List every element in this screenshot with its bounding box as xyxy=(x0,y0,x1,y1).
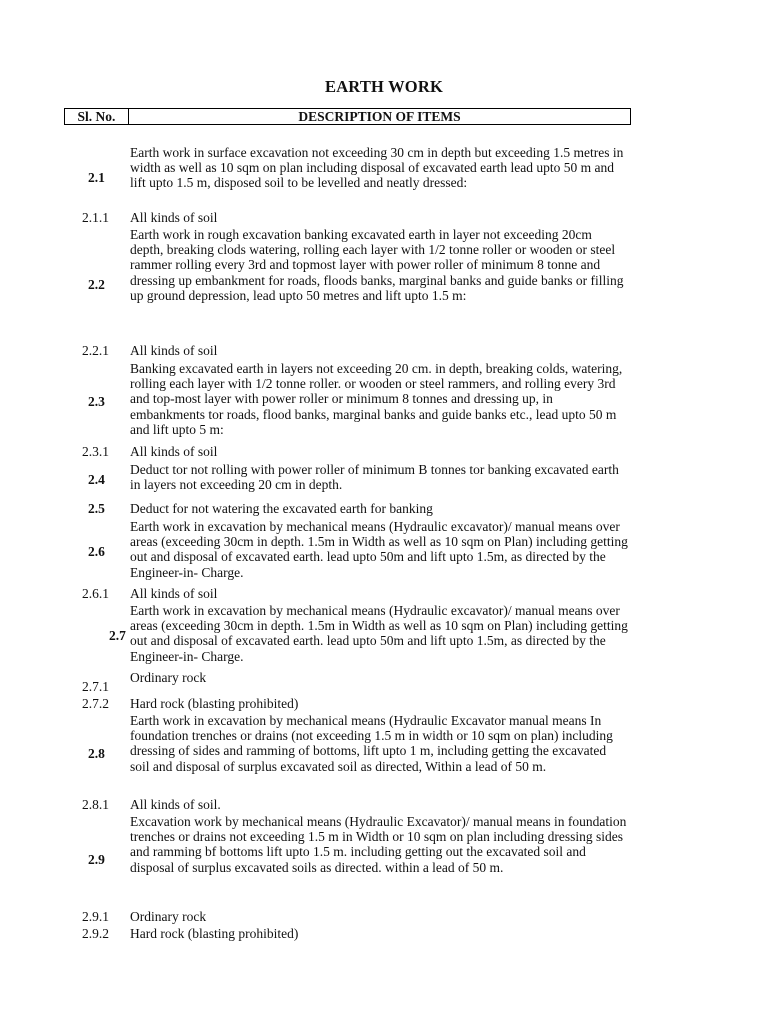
item-number: 2.8 xyxy=(88,746,105,761)
item-description: All kinds of soil xyxy=(130,343,218,358)
item-number: 2.4 xyxy=(88,472,105,487)
item-description: All kinds of soil xyxy=(130,444,218,459)
page-title: EARTH WORK xyxy=(324,77,443,96)
item-number: 2.3 xyxy=(88,394,105,409)
item-number: 2.7 xyxy=(109,628,126,643)
header-description xyxy=(128,108,631,125)
item-description: Hard rock (blasting prohibited) xyxy=(130,696,299,711)
item-description: All kinds of soil. xyxy=(130,797,221,812)
item-number: 2.9 xyxy=(88,852,105,867)
item-description: All kinds of soil xyxy=(130,586,218,601)
item-description: Deduct for not watering the excavated earth for banking xyxy=(130,501,433,516)
item-number: 2.1 xyxy=(88,170,105,185)
item-number: 2.7.2 xyxy=(82,696,109,711)
item-number: 2.3.1 xyxy=(82,444,109,459)
item-description: Ordinary rock xyxy=(130,909,207,924)
item-number: 2.9.1 xyxy=(82,909,109,924)
header-description-label: DESCRIPTION OF ITEMS xyxy=(298,109,461,124)
item-description: Earth work in rough excavation banking excavated earth in layer not exceeding 20cm depth, breaking clods watering, rolling each layer with 1/2 tonne roller or wooden or steel rammer rolling every 3rd and topmost layer with power roller of minimum 8 tonne and dressing up embankment for roads, floods banks, marginal banks and guide banks or filling up ground depression, lead upto 50 metres and lift upto 1.5 m: xyxy=(130,227,624,303)
item-number: 2.6.1 xyxy=(82,586,109,601)
item-description: Deduct tor not rolling with power roller of minimum B tonnes tor banking excavated earth in layers not exceeding 20 cm in depth. xyxy=(130,462,619,493)
item-description: Earth work in excavation by mechanical means (Hydraulic excavator)/ manual means over areas (exceeding 30cm in depth. 1.5m in Width as well as 10 sqm on Plan) including getting out and disposal of excavated earth. lead upto 50m and lift upto 1.5m, as directed by the Engineer-in- Charge. xyxy=(130,603,628,664)
item-description: All kinds of soil xyxy=(130,210,218,225)
item-description: Ordinary rock xyxy=(130,670,207,685)
item-number: 2.1.1 xyxy=(82,210,109,225)
item-number: 2.7.1 xyxy=(82,679,109,694)
item-description: Banking excavated earth in layers not exceeding 20 cm. in depth, breaking colds, watering, rolling each layer with 1/2 tonne roller. or wooden or steel rammers, and rolling every 3rd and top-most layer with power roller or minimum 8 tonnes and dressing up, in embankments tor roads, flood banks, marginal banks and guide banks etc., lead upto 50 m and lift upto 5 m: xyxy=(130,361,623,437)
item-description: Earth work in excavation by mechanical means (Hydraulic Excavator manual means In foundation trenches or drains (not exceeding 1.5 m in width or 10 sqm on plan) including dressing of sides and ramming of bottoms, lift upto 1 m, including getting the excavated soil and disposal of surplus excavated soil as directed, Within a lead of 50 m. xyxy=(130,713,613,774)
item-description: Hard rock (blasting prohibited) xyxy=(130,926,299,941)
item-description: Earth work in surface excavation not exceeding 30 cm in depth but exceeding 1.5 metres in width as well as 10 sqm on plan including disposal of excavated earth lead upto 50 m and lift upto 1.5 m, disposed soil to be levelled and neatly dressed: xyxy=(130,145,624,191)
header-sl-no xyxy=(64,108,129,125)
item-number: 2.6 xyxy=(88,544,105,559)
item-description: Excavation work by mechanical means (Hydraulic Excavator)/ manual means in foundation trenches or drains not exceeding 1.5 m in Width or 10 sqm on plan including dressing sides and ramming bf bottoms lift upto 1.5 m. including getting out the excavated soil and disposal of surplus excavated soils as directed. within a lead of 50 m. xyxy=(130,814,627,875)
header-sl-no-label: Sl. No. xyxy=(77,109,116,124)
item-number: 2.2 xyxy=(88,277,105,292)
item-description: Earth work in excavation by mechanical means (Hydraulic excavator)/ manual means over areas (exceeding 30cm in depth. 1.5m in Width as well as 10 sqm on Plan) including getting out and disposal of excavated earth. lead upto 50m and lift upto 1.5m, as directed by the Engineer-in- Charge. xyxy=(130,519,628,580)
item-number: 2.5 xyxy=(88,501,105,516)
item-number: 2.2.1 xyxy=(82,343,109,358)
item-number: 2.9.2 xyxy=(82,926,109,941)
item-number: 2.8.1 xyxy=(82,797,109,812)
